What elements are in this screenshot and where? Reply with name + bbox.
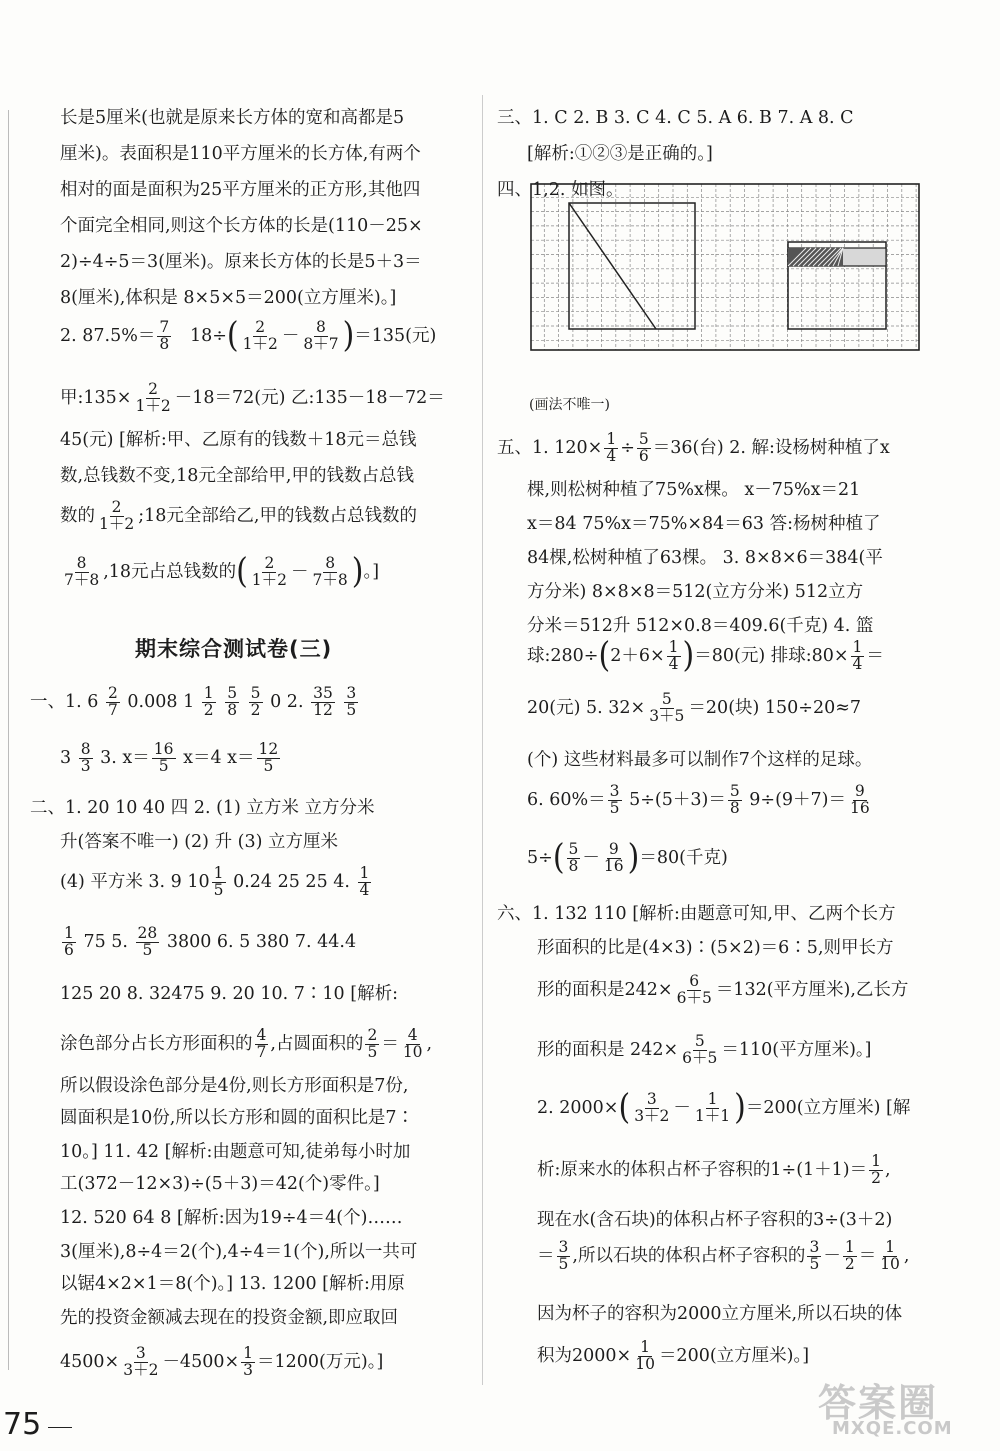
- fraction: $\frac{2}{7}$: [107, 684, 118, 719]
- margin-rule: [8, 110, 9, 1370]
- text: 2. 2000×: [537, 1097, 619, 1118]
- fraction: $\frac{5}{8}$: [227, 684, 238, 719]
- text: ,占圆面积的: [270, 1033, 364, 1054]
- text: ＝80(千克): [639, 847, 728, 868]
- text: ,: [885, 1159, 891, 1180]
- text: ÷: [620, 437, 635, 458]
- fraction: $\frac{1}{1+1}$: [694, 1090, 731, 1125]
- text: 。]: [363, 561, 380, 582]
- text: 0.24 25 25 4.: [227, 871, 356, 892]
- text: 3: [60, 747, 77, 768]
- text-line: [60, 382, 445, 415]
- text: ＝36(台) 2. 解:设杨树种植了x: [652, 437, 890, 458]
- answer-2-line: 2. 87.5%＝ $\frac{7}{8}$ 18÷( $\frac{2}{1+2}$ － $\frac{8}{8+7}$ )＝135(元): [60, 315, 437, 356]
- text: 3. x＝: [94, 747, 150, 768]
- watermark-cn: 答案圈: [818, 1381, 939, 1425]
- text-line: 3(厘米),8÷4＝2(个),4÷4＝1(个),所以一共可: [60, 1242, 418, 1262]
- text-line: 方分米) 8×8×8＝512(立方分米) 512立方: [527, 582, 864, 602]
- text-line: 先的投资金额减去现在的投资金额,即应取回: [60, 1308, 399, 1328]
- text: ＝: [858, 1245, 877, 1266]
- fraction: $\frac{1}{6}$: [64, 924, 74, 959]
- text: 18÷: [189, 325, 227, 346]
- text-line: 数,总钱数不变,18元全部给甲,甲的钱数占总钱: [60, 466, 414, 486]
- text: 3800 6. 5 380 7. 44.4: [161, 931, 357, 952]
- text-line: 以锯4×2×1＝8(个)。] 13. 1200 [解析:用原: [60, 1274, 405, 1294]
- text-line: [60, 742, 282, 775]
- text: 0 2.: [264, 691, 310, 712]
- fraction: $\frac{1}{10}$: [635, 1338, 655, 1373]
- section-title: 期末综合测试卷(三): [135, 637, 333, 661]
- fraction: $\frac{1}{4}$: [668, 638, 679, 673]
- text-line: 三、1. C 2. B 3. C 4. C 5. A 6. B 7. A 8. C: [497, 108, 854, 128]
- fraction: $\frac{5}{6+5}$: [682, 1032, 718, 1067]
- text-line: [537, 1240, 910, 1273]
- text: 6. 60%＝: [527, 789, 606, 810]
- text-line: [537, 1034, 872, 1067]
- fraction: $\frac{2}{1+2}$: [99, 498, 135, 533]
- fraction: $\frac{9}{16}$: [603, 840, 624, 875]
- text-line: 45(元) [解析:甲、乙原有的钱数＋18元＝总钱: [60, 430, 417, 450]
- text-line: [537, 974, 908, 1007]
- text-line: 棵,则松树种植了75%x棵。 x－75%x＝21: [527, 480, 861, 500]
- text: －: [673, 1097, 691, 1118]
- text: －: [823, 1245, 841, 1266]
- grid-figure: [530, 183, 920, 351]
- text-line: 8(厘米),体积是 8×5×5＝200(立方厘米)。]: [60, 288, 397, 308]
- fraction: $\frac{1}{4}$: [852, 638, 863, 673]
- fraction: $\frac{3}{5}$: [809, 1238, 820, 1273]
- fraction: $\frac{1}{10}$: [880, 1238, 900, 1273]
- text-line: 分米＝512升 512×0.8＝409.6(千克) 4. 篮: [527, 616, 874, 636]
- fraction: $\frac{35}{12}$: [313, 684, 333, 719]
- text: ＝: [866, 645, 884, 666]
- text: 五、1. 120×: [497, 437, 603, 458]
- fraction: $\frac{4}{7}$: [256, 1026, 267, 1061]
- text-line: 二、1. 20 10 40 四 2. (1) 立方米 立方分米: [30, 798, 375, 818]
- text: ＝110(平方厘米)。]: [721, 1039, 872, 1060]
- text-line: 圆面积是10份,所以长方形和圆的面积比是7∶: [60, 1108, 414, 1128]
- text: ;18元全部给乙,甲的钱数占总钱数的: [138, 505, 417, 526]
- text: 75 5.: [77, 931, 134, 952]
- text: 0.008 1: [121, 691, 200, 712]
- fraction: $\frac{1}{2}$: [203, 684, 214, 719]
- fraction: $\frac{4}{10}$: [402, 1026, 423, 1061]
- text-line: [60, 866, 373, 899]
- text: －4500×: [162, 1351, 240, 1372]
- text-line: 工(372－12×3)÷(5＋3)＝42(个)零件。]: [60, 1174, 380, 1194]
- text: ＝132(平方厘米),乙长方: [715, 979, 909, 1000]
- text-line: 现在水(含石块)的体积占杯子容积的3÷(3＋2): [537, 1210, 893, 1230]
- text-line: [解析:①②③是正确的。]: [527, 144, 713, 164]
- text: 形的面积是 242×: [537, 1039, 679, 1060]
- fraction: $\frac{5}{8}$: [729, 782, 740, 817]
- fraction: $\frac{12}{5}$: [258, 740, 279, 775]
- text-line: 因为杯子的容积为2000立方厘米,所以石块的体: [537, 1304, 903, 1324]
- grid-border: [531, 184, 919, 350]
- text: ,: [903, 1245, 910, 1266]
- text: 涂色部分占长方形面积的: [60, 1033, 253, 1054]
- text: ＝200(立方厘米)。]: [658, 1345, 810, 1366]
- text: 甲:135×: [60, 387, 132, 408]
- text-line: 12. 520 64 8 [解析:因为19÷4＝4(个)……: [60, 1208, 403, 1228]
- text-line: 2)÷4÷5＝3(厘米)。原来长方体的长是5＋3＝: [60, 252, 422, 272]
- fraction: $\frac{6}{6+5}$: [676, 972, 712, 1007]
- text: 2＋6×: [610, 645, 665, 666]
- fraction: $\frac{5}{2}$: [250, 684, 261, 719]
- fraction: $\frac{8}{7+8}$: [312, 554, 348, 589]
- fraction: $\frac{2}{1+2}$: [251, 554, 288, 589]
- text: ＝135(元): [354, 325, 437, 346]
- text: 20(元) 5. 32×: [527, 697, 646, 718]
- text-line: 六、1. 132 110 [解析:由题意可知,甲、乙两个长方: [497, 904, 896, 924]
- text-line: $\frac{8}{7+8}$ ,18元占总钱数的( $\frac{2}{1+2}$ － $\frac{8}{7+8}$ )。]: [64, 551, 380, 592]
- text-line: 5÷( $\frac{5}{8}$ － $\frac{9}{16}$ )＝80(千克): [527, 837, 728, 878]
- text: x＝4 x＝: [177, 747, 255, 768]
- text-line: 相对的面是面积为25平方厘米的正方形,其他四: [60, 180, 421, 200]
- fraction: $\frac{3}{5}$: [609, 782, 620, 817]
- text: 2. 87.5%＝: [60, 325, 156, 346]
- text-line: [527, 692, 861, 725]
- fraction: $\frac{2}{1+2}$: [135, 380, 171, 415]
- fraction: $\frac{7}{8}$: [159, 318, 170, 353]
- section-1-line: [30, 686, 360, 719]
- text-line: 厘米)。表面积是110平方厘米的长方体,有两个: [60, 144, 421, 164]
- text-line: 所以假设涂色部分是4份,则长方形面积是7份,: [60, 1076, 409, 1096]
- text: 5÷(5＋3)＝: [623, 789, 726, 810]
- text: ＝1200(万元)。]: [257, 1351, 384, 1372]
- fraction: $\frac{1}{4}$: [606, 430, 617, 465]
- text-line: 个面完全相同,则这个长方体的长是(110－25×: [60, 216, 423, 236]
- text: ＝200(立方厘米) [解: [745, 1097, 911, 1118]
- text: 数的: [60, 505, 95, 526]
- fraction: $\frac{5}{3+5}$: [649, 690, 685, 725]
- text: ＝20(块) 150÷20≈7: [688, 697, 862, 718]
- text: 球:280÷: [527, 645, 599, 666]
- text-line: 10。] 11. 42 [解析:由题意可知,徒弟每小时加: [60, 1142, 411, 1162]
- diagonal-line: [569, 203, 656, 329]
- text: 析:原来水的体积占杯子容积的1÷(1＋1)＝: [537, 1159, 868, 1180]
- text: ＝: [381, 1033, 399, 1054]
- fraction: $\frac{1}{3}$: [243, 1344, 254, 1379]
- fraction: $\frac{1}{2}$: [844, 1238, 855, 1273]
- figure-caption: (画法不唯一): [529, 397, 610, 413]
- grid-lines: [531, 184, 919, 350]
- text: ,: [426, 1033, 433, 1054]
- fraction: $\frac{8}{7+8}$: [64, 554, 100, 589]
- text-line: [60, 1028, 432, 1061]
- text-line: [60, 926, 356, 959]
- page-number: 75: [3, 1407, 42, 1442]
- fraction: $\frac{9}{16}$: [850, 782, 870, 817]
- text-line: 升(答案不唯一) (2) 升 (3) 立方厘米: [60, 832, 338, 852]
- text: －18＝72(元) 乙:135－18－72＝: [174, 387, 445, 408]
- fraction: $\frac{16}{5}$: [153, 740, 174, 775]
- text: ,18元占总钱数的: [103, 561, 237, 582]
- text: 一、1. 6: [30, 691, 104, 712]
- text: 积为2000×: [537, 1345, 632, 1366]
- text: ＝: [537, 1245, 555, 1266]
- text: －: [291, 561, 309, 582]
- text-line: [60, 1346, 383, 1379]
- text-line: 四、1,2. 如图。: [497, 180, 624, 200]
- watermark: [812, 1372, 992, 1442]
- text-line: 84棵,松树种植了63棵。 3. 8×8×6＝384(平: [527, 548, 883, 568]
- fraction: $\frac{5}{6}$: [638, 430, 649, 465]
- fraction: $\frac{8}{8+7}$: [303, 318, 339, 353]
- text-line: x＝84 75%x＝75%×84＝63 答:杨树种植了: [527, 514, 881, 534]
- text-line: [497, 432, 890, 465]
- text: 形的面积是242×: [537, 979, 673, 1000]
- text-line: 长是5厘米(也就是原来长方体的宽和高都是5: [60, 108, 405, 128]
- text-line: [60, 500, 417, 533]
- fraction: $\frac{1}{4}$: [359, 864, 370, 899]
- text-line: 2. 2000×( $\frac{3}{3+2}$ － $\frac{1}{1+1}$ )＝200(立方厘米) [解: [537, 1087, 911, 1128]
- page-number-dash: [48, 1427, 72, 1428]
- text-line: [537, 1340, 809, 1373]
- text: ,所以石块的体积占杯子容积的: [572, 1245, 806, 1266]
- text: 5÷: [527, 847, 553, 868]
- fraction: $\frac{2}{1+2}$: [242, 318, 278, 353]
- text-line: 形面积的比是(4×3)∶(5×2)＝6∶5,则甲长方: [537, 938, 894, 958]
- fraction: $\frac{3}{3+2}$: [123, 1344, 159, 1379]
- fraction: $\frac{1}{2}$: [871, 1152, 881, 1187]
- fraction: $\frac{3}{5}$: [558, 1238, 569, 1273]
- text: －: [582, 847, 600, 868]
- watermark-en: MXQE.COM: [832, 1418, 953, 1439]
- text: 9÷(9＋7)＝: [743, 789, 846, 810]
- fraction: $\frac{3}{5}$: [346, 684, 357, 719]
- text-line: [537, 1154, 891, 1187]
- text: 4500×: [60, 1351, 120, 1372]
- text: －: [281, 325, 300, 346]
- fraction: $\frac{28}{5}$: [137, 924, 158, 959]
- text: (4) 平方米 3. 9 10: [60, 871, 210, 892]
- text-line: 球:280÷(2＋6× $\frac{1}{4}$ )＝80(元) 排球:80× $\frac{1}{4}$ ＝: [527, 635, 884, 676]
- square-shape: [569, 203, 695, 329]
- fraction: $\frac{1}{5}$: [213, 864, 224, 899]
- fraction: $\frac{5}{8}$: [568, 840, 579, 875]
- fraction: $\frac{8}{3}$: [80, 740, 91, 775]
- text-line: [527, 784, 874, 817]
- text-line: (个) 这些材料最多可以制作7个这样的足球。: [527, 750, 873, 770]
- text-line: 125 20 8. 32475 9. 20 10. 7∶10 [解析:: [60, 984, 398, 1004]
- text: ＝80(元) 排球:80×: [694, 645, 849, 666]
- fraction: $\frac{2}{5}$: [367, 1026, 378, 1061]
- fraction: $\frac{3}{3+2}$: [634, 1090, 670, 1125]
- column-divider: [482, 95, 483, 1385]
